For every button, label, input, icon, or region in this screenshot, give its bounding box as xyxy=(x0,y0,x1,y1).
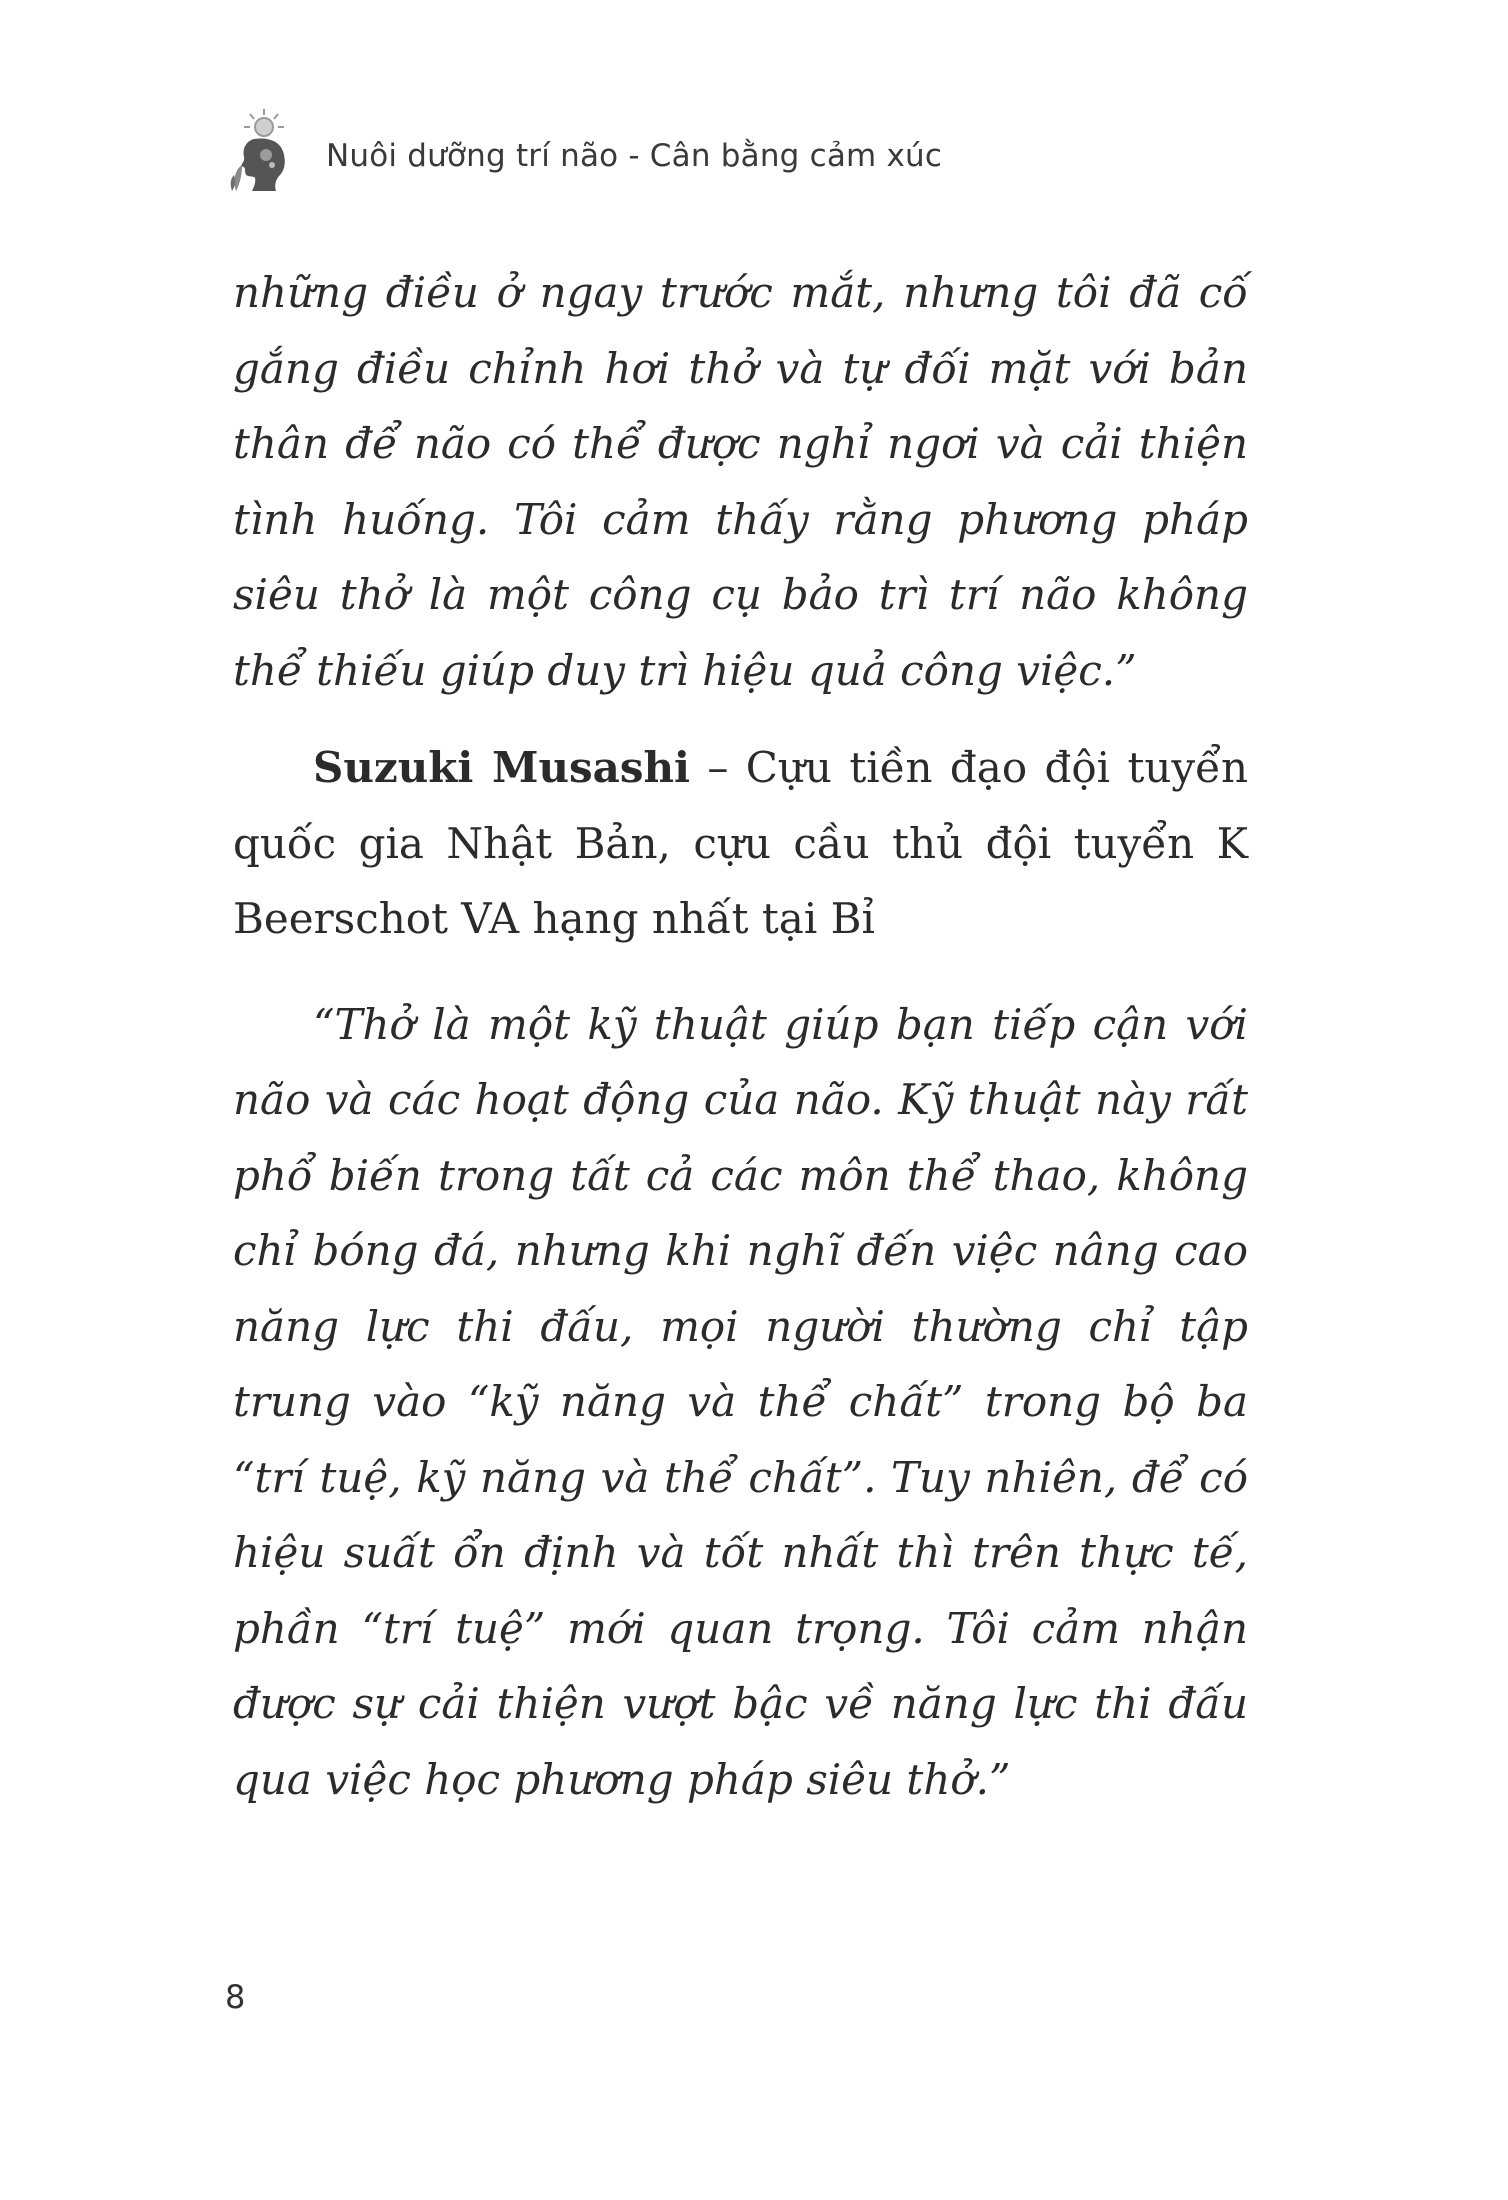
speaker-description: – Cựu tiền đạo đội tuyển quốc gia Nhật Bản, cựu cầu thủ đội tuyển K Beerschot VA hạng nhất tại Bỉ xyxy=(233,743,1248,943)
speaker-name: Suzuki Musashi xyxy=(313,743,690,792)
page-number: 8 xyxy=(225,1978,246,2016)
running-header-title: Nuôi dưỡng trí não - Cân bằng cảm xúc xyxy=(326,138,943,174)
head-silhouette-sun-icon xyxy=(228,105,300,195)
page-body xyxy=(233,255,1248,1817)
running-header xyxy=(228,100,942,200)
testimonial-quote: “Thở là một kỹ thuật giúp bạn tiếp cận với não và các hoạt động của não. Kỹ thuật này rất phổ biến trong tất cả các môn thể thao, không chỉ bóng đá, nhưng khi nghĩ đến việc nâng cao năng lực thi đấu, mọi người thường chỉ tập trung vào “kỹ năng và thể chất” trong bộ ba “trí tuệ, kỹ năng và thể chất”. Tuy nhiên, để có hiệu suất ổn định và tốt nhất thì trên thực tế, phần “trí tuệ” mới quan trọng. Tôi cảm nhận được sự cải thiện vượt bậc về năng lực thi đấu qua việc học phương pháp siêu thở.” xyxy=(233,999,1248,1804)
speaker-bio xyxy=(233,730,1248,957)
testimonial-quote-continued: những điều ở ngay trước mắt, nhưng tôi đã cố gắng điều chỉnh hơi thở và tự đối mặt với bản thân để não có thể được nghỉ ngơi và cải thiện tình huống. Tôi cảm thấy rằng phương pháp siêu thở là một công cụ bảo trì trí não không thể thiếu giúp duy trì hiệu quả công việc.” xyxy=(233,268,1248,695)
